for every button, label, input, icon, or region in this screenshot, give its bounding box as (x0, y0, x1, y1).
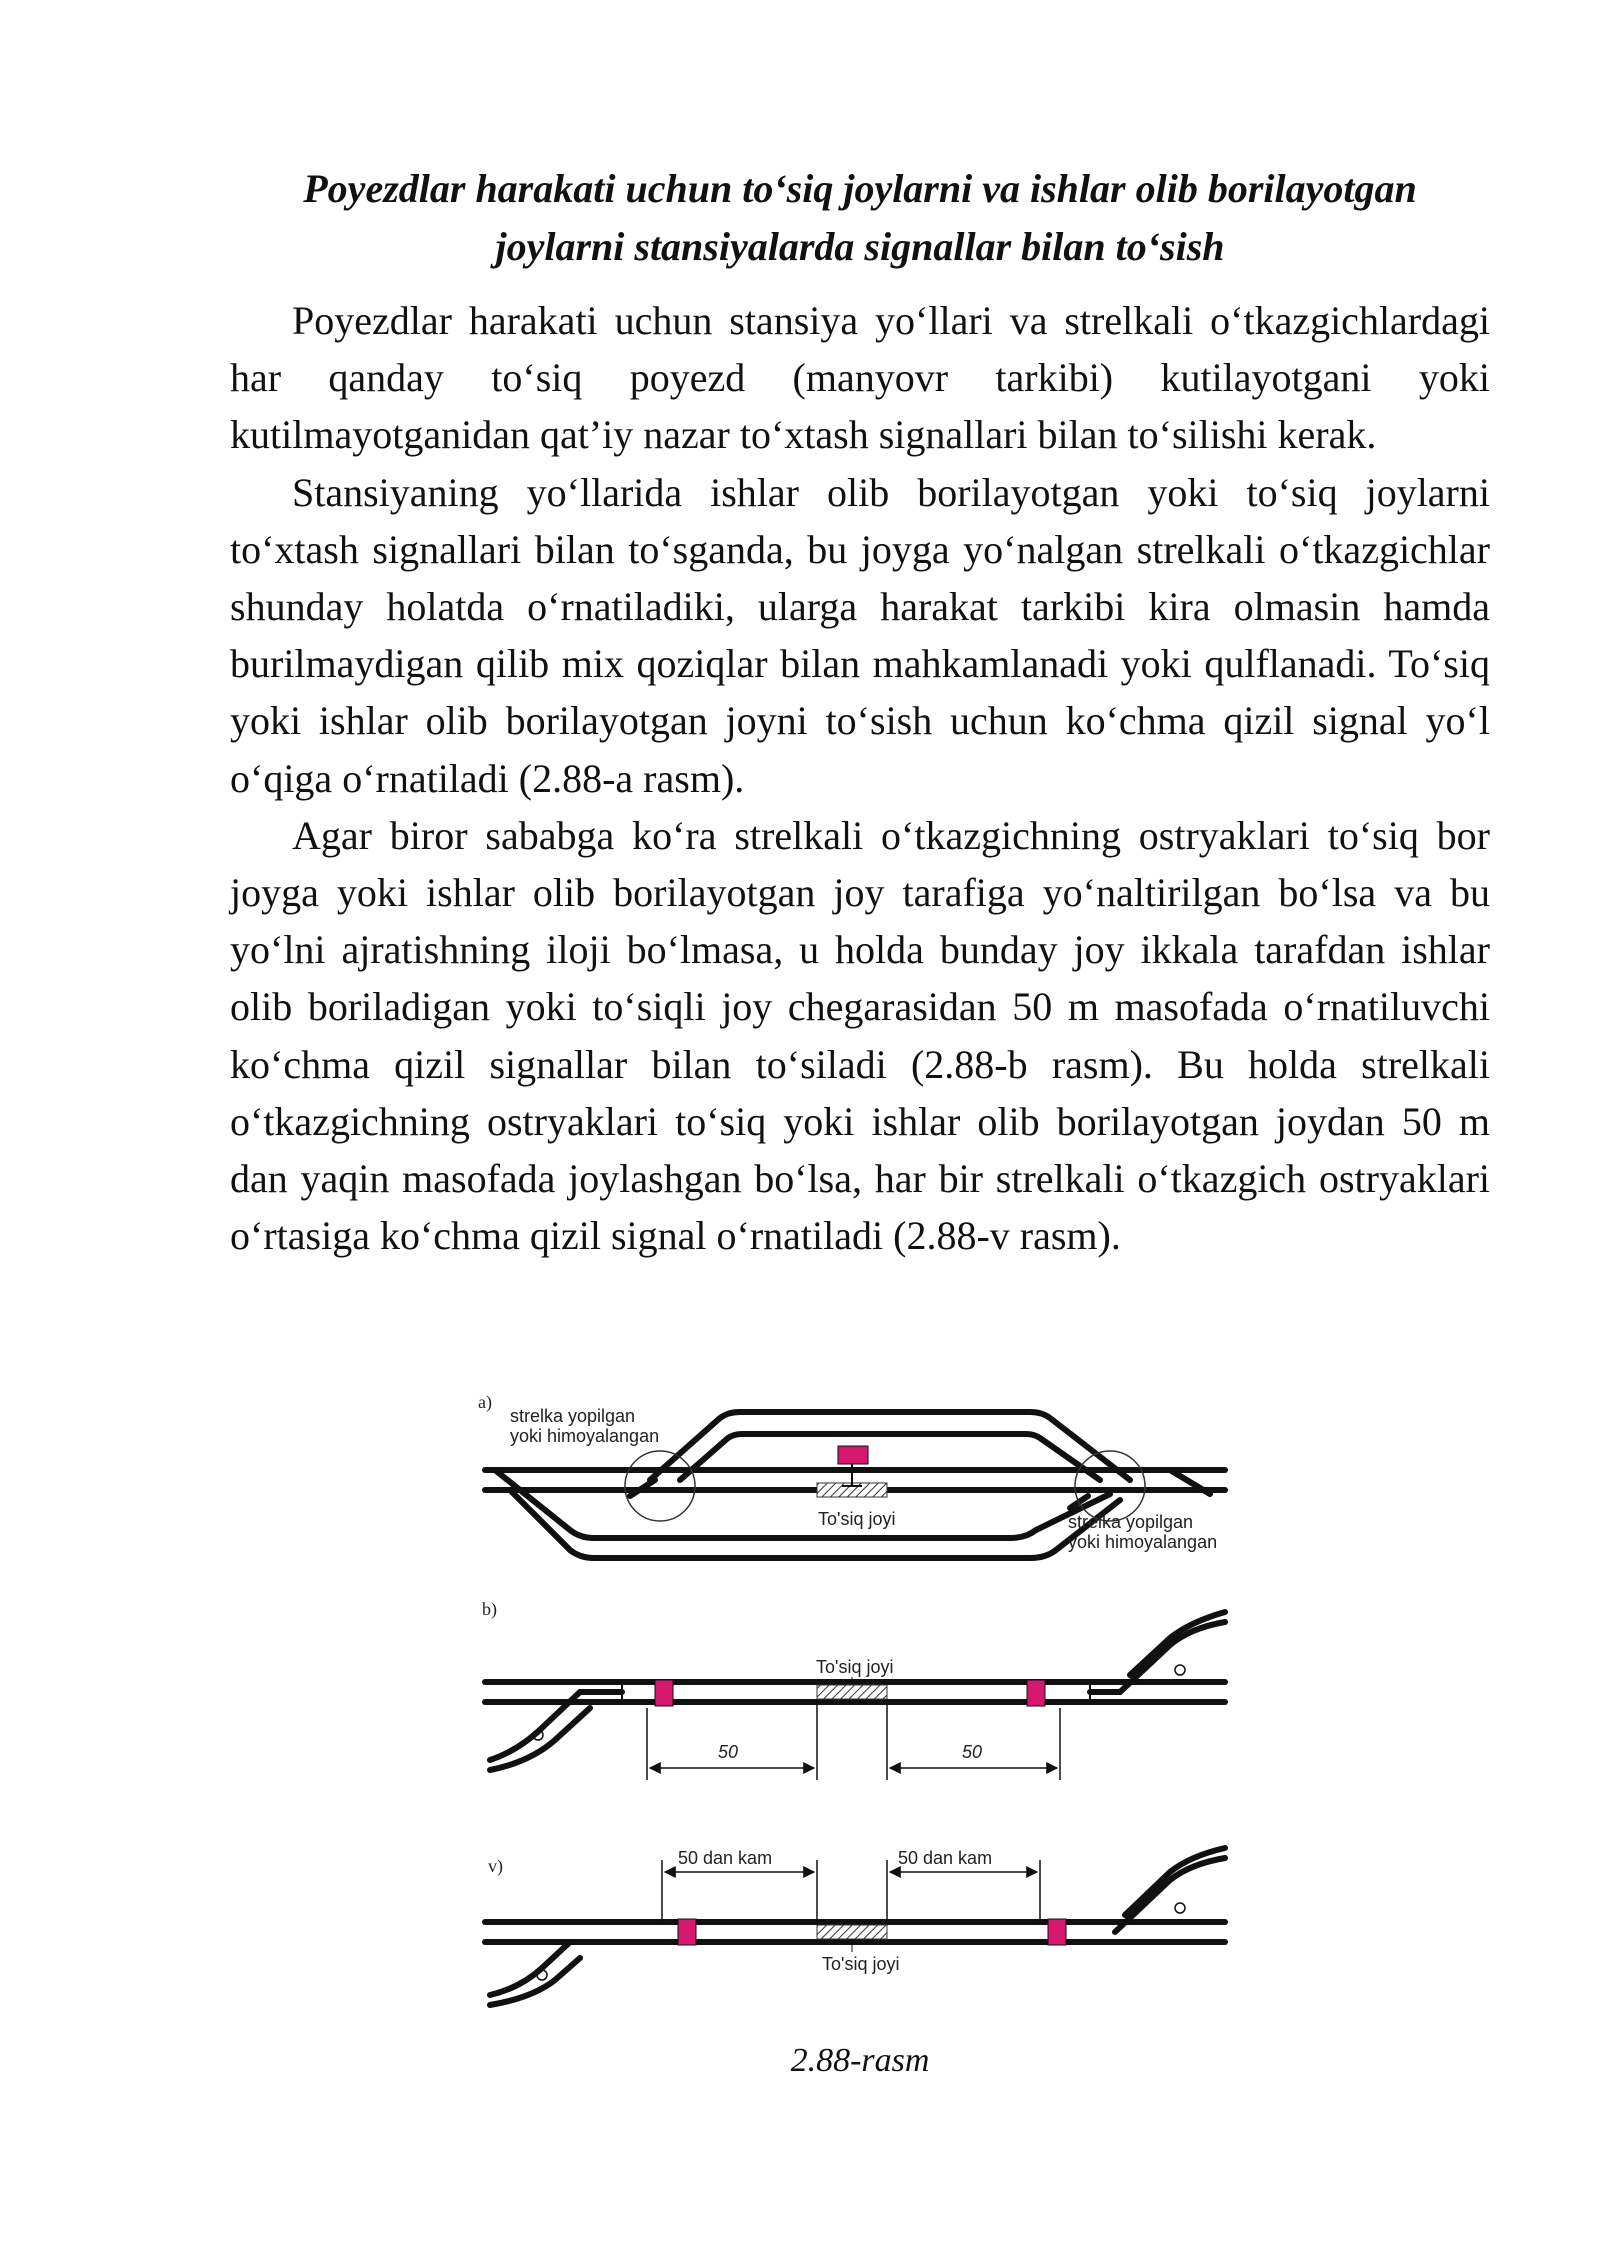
title-line-2: joylarni stansiyalarda signallar bilan to‘sish (495, 224, 1225, 269)
panel-a-left-note-2: yoki himoyalangan (510, 1426, 660, 1446)
panel-v-left-branch-2 (490, 1958, 580, 2005)
panel-a (478, 1392, 1225, 1558)
panel-v-obstacle-zone (817, 1925, 887, 1939)
panel-v-dimensions (662, 1860, 1040, 1925)
figure-caption: 2.88-rasm (790, 2042, 930, 2079)
panel-v-right-red-signal (1048, 1919, 1066, 1945)
body-text (230, 292, 1490, 1264)
panel-v-left-branch-1 (490, 1942, 570, 1995)
panel-v-left-red-signal (678, 1919, 696, 1945)
panel-a-letter: a) (478, 1392, 492, 1412)
panel-a-red-signal (838, 1446, 868, 1464)
title-line-1: Poyezdlar harakati uchun to‘siq joylarni va ishlar olib borilayotgan (303, 166, 1417, 211)
figure-2-88 (470, 1390, 1250, 2020)
panel-a-left-switch-circle (625, 1451, 695, 1521)
paragraph-1: Poyezdlar harakati uchun stansiya yo‘llari va strelkali o‘tkazgichlardagi har qanday to‘siq poyezd (manyovr tarkibi) kutilayotgani yoki kutilmayotganidan qat’iy nazar to‘xtash signallari bilan to‘silishi kerak. (230, 298, 1490, 458)
panel-v-dist-left: 50 dan kam (678, 1848, 773, 1868)
panel-b-right-red-signal (1027, 1680, 1045, 1706)
panel-v (485, 1848, 1225, 2005)
panel-b-obstacle-label: To'siq joyi (816, 1657, 894, 1677)
panel-b-dist-right: 50 (962, 1742, 983, 1762)
section-title (230, 160, 1490, 276)
panel-a-bottom-loop-outer (510, 1490, 1120, 1558)
paragraph-3: Agar biror sababga ko‘ra strelkali o‘tkazgichning ostryaklari to‘siq bor joyga yoki ishlar olib borilayotgan joy tarafiga yo‘naltirilgan bo‘lsa va bu yo‘lni ajratishning iloji bo‘lmasa, u holda bunday joy ikkala tarafdan ishlar olib boriladigan yoki to‘siqli joy chegarasidan 50 m masofada o‘rnatiluvchi ko‘chma qizil signallar bilan to‘siladi (2.88-b rasm). Bu holda strelkali o‘tkazgichning ostryaklari to‘siq yoki ishlar olib borilayotgan joydan 50 m dan yaqin masofada joylashgan bo‘lsa, har bir strelkali o‘tkazgich ostryaklari o‘rtasiga ko‘chma qizil signal o‘rnatiladi (2.88-v rasm). (230, 812, 1490, 1259)
panel-b-dist-left: 50 (718, 1742, 739, 1762)
panel-a-right-note-2: yoki himoyalangan (1068, 1532, 1218, 1552)
panel-b-left-red-signal (655, 1680, 673, 1706)
panel-a-obstacle-label: To'siq joyi (818, 1509, 896, 1529)
track-diagram (470, 1390, 1250, 2020)
panel-v-obstacle-label: To'siq joyi (822, 1954, 900, 1974)
panel-a-bottom-loop-inner (495, 1470, 1110, 1538)
panel-v-dist-right: 50 dan kam (898, 1848, 993, 1868)
paragraph-2: Stansiyaning yo‘llarida ishlar olib borilayotgan yoki to‘siq joylarni to‘xtash signallari bilan to‘sganda, bu joyga yo‘nalgan strelkali o‘tkazgichlar shunday holatda o‘rnatiladiki, ularga harakat tarkibi kira olmasin hamda burilmaydigan qilib mix qoziqlar bilan mahkamlanadi yoki qulflanadi. To‘siq yoki ishlar olib borilayotgan joyni to‘sish uchun ko‘chma qizil signal yo‘l o‘qiga o‘rnatiladi (2.88-a rasm). (230, 469, 1490, 801)
panel-a-top-loop-inner (680, 1434, 1100, 1480)
panel-b (482, 1599, 1225, 1780)
panel-v-letter: v) (488, 1856, 503, 1876)
panel-b-dimensions (647, 1702, 1060, 1780)
panel-b-letter: b) (482, 1599, 497, 1619)
panel-b-right-circle (1175, 1665, 1185, 1675)
panel-a-left-note-1: strelka yopilgan (510, 1406, 636, 1426)
panel-b-obstacle-zone (817, 1685, 887, 1699)
panel-a-right-note-1: strelka yopilgan (1068, 1512, 1194, 1532)
panel-v-right-circle (1175, 1903, 1185, 1913)
